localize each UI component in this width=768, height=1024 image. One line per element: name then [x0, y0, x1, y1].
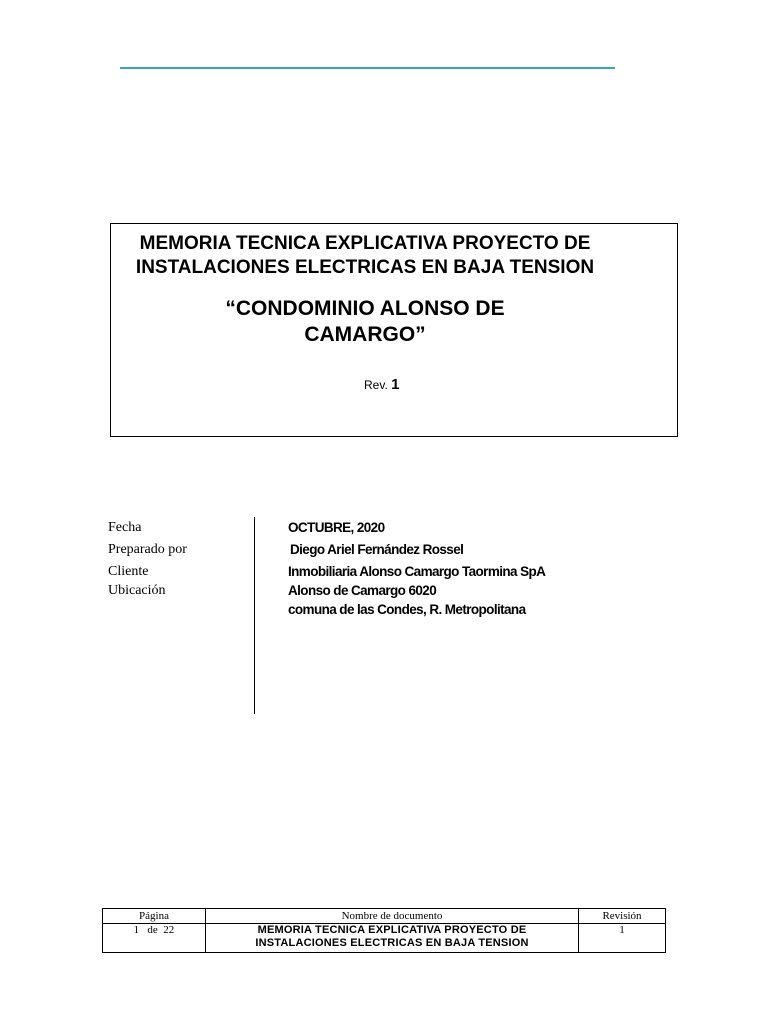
info-labels: [108, 517, 187, 602]
project-name-line-2: CAMARGO”: [304, 323, 426, 346]
footer-name-header: Nombre de documento: [206, 909, 579, 924]
info-label-preparado: Preparado por: [108, 542, 187, 557]
info-label-cliente: Cliente: [108, 564, 149, 579]
title-box: [110, 223, 678, 437]
info-value-ubicacion: Alonso de Camargo 6020: [288, 583, 437, 598]
info-value-comuna: comuna de las Condes, R. Metropolitana: [288, 602, 526, 617]
info-label-fecha: Fecha: [108, 520, 142, 535]
footer-page-header: Página: [103, 909, 206, 924]
footer-name-line-1: MEMORIA TECNICA EXPLICATIVA PROYECTO DE: [257, 924, 527, 936]
info-label-ubicacion: Ubicación: [108, 583, 166, 598]
project-name-line-1: “CONDOMINIO ALONSO DE: [225, 297, 505, 320]
footer-table: [102, 908, 666, 953]
info-value-cliente: Inmobiliaria Alonso Camargo Taormina SpA: [288, 564, 546, 579]
document-title-line-2: INSTALACIONES ELECTRICAS EN BAJA TENSION: [135, 257, 595, 278]
revision-text: Rev.: [364, 378, 388, 392]
footer-name-line-2: INSTALACIONES ELECTRICAS EN BAJA TENSION: [255, 937, 529, 949]
header-rule: [120, 67, 615, 69]
info-values: [288, 517, 545, 621]
document-title-line-1: MEMORIA TECNICA EXPLICATIVA PROYECTO DE: [139, 233, 591, 254]
footer-revision-value: 1: [579, 924, 666, 953]
footer-name-value: [206, 924, 579, 953]
info-value-preparado: Diego Ariel Fernández Rossel: [290, 542, 464, 557]
footer-page-value: 1 de 22: [103, 924, 206, 953]
footer-value-row: [103, 924, 666, 953]
document-title: [111, 232, 677, 280]
footer-header-row: [103, 909, 666, 924]
info-divider: [254, 517, 255, 714]
footer-revision-header: Revisión: [579, 909, 666, 924]
info-value-fecha: OCTUBRE, 2020: [288, 520, 385, 535]
revision-label: [364, 376, 399, 393]
project-name: [111, 296, 677, 348]
revision-number: 1: [391, 376, 400, 393]
